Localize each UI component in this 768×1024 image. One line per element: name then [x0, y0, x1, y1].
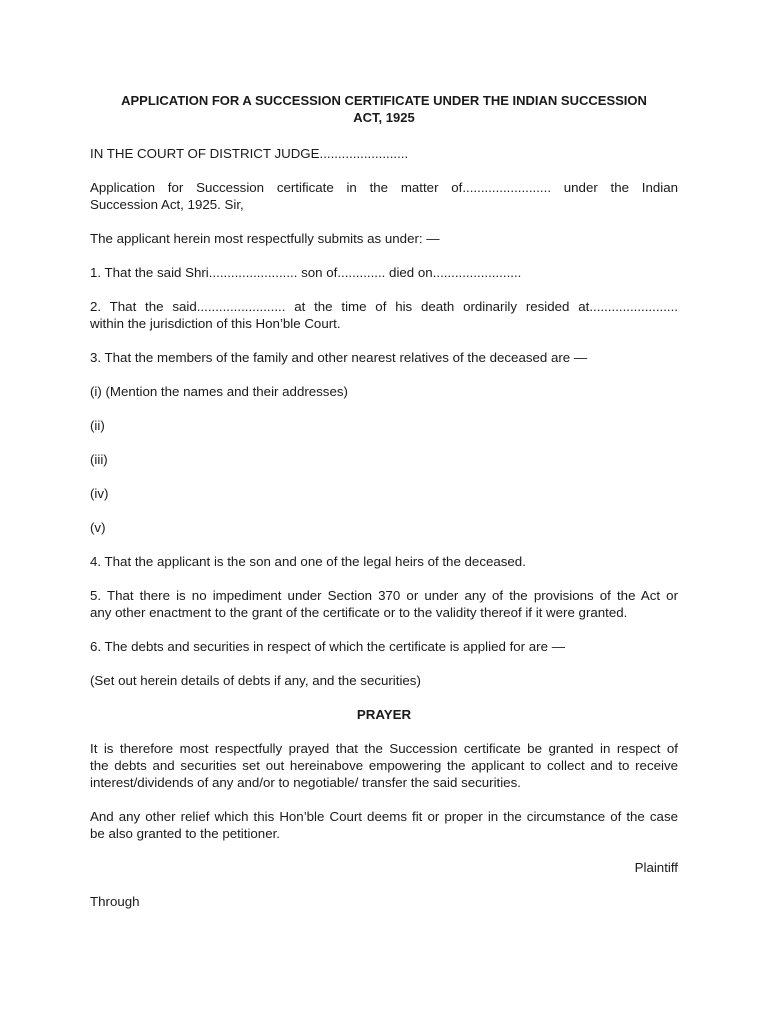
- relative-item-iii: (iii): [90, 452, 108, 467]
- relief-line-1: And any other relief which this Hon’ble Court deems fit or proper in the circumstance of the case: [90, 809, 678, 824]
- document-page: [90, 92, 678, 927]
- relief-line-2: be also granted to the petitioner.: [90, 826, 280, 841]
- prayer-paragraph: [90, 740, 678, 791]
- relative-item-iv: (iv): [90, 486, 109, 501]
- prayer-heading: PRAYER: [356, 707, 412, 722]
- setout-line: (Set out herein details of debts if any, and the securities): [90, 673, 421, 688]
- plaintiff-signature-label: Plaintiff: [634, 860, 678, 875]
- title-line-2: ACT, 1925: [353, 110, 415, 125]
- point-6: 6. The debts and securities in respect of which the certificate is applied for are —: [90, 639, 565, 654]
- title-line-1: APPLICATION FOR A SUCCESSION CERTIFICATE UNDER THE INDIAN SUCCESSION: [121, 93, 647, 108]
- relative-item-i: (i) (Mention the names and their addresses): [90, 384, 348, 399]
- application-paragraph: [90, 179, 678, 213]
- point-3: 3. That the members of the family and other nearest relatives of the deceased are —: [90, 350, 588, 365]
- point-5-line-1: 5. That there is no impediment under Section 370 or under any of the provisions of the Act or: [90, 588, 678, 603]
- application-line-1: Application for Succession certificate in the matter of........................ under the Indian: [90, 180, 678, 195]
- court-line: IN THE COURT OF DISTRICT JUDGE........................: [90, 146, 409, 161]
- prayer-line-3: interest/dividends of any and/or to negotiable/ transfer the said securities.: [90, 775, 521, 790]
- point-4: 4. That the applicant is the son and one of the legal heirs of the deceased.: [90, 554, 526, 569]
- application-line-2: Succession Act, 1925. Sir,: [90, 197, 244, 212]
- through-label: Through: [90, 894, 140, 909]
- point-2-line-1: 2. That the said........................ at the time of his death ordinarily resided at........................: [90, 299, 678, 314]
- relative-item-ii: (ii): [90, 418, 105, 433]
- point-1: 1. That the said Shri........................ son of............. died on........................: [90, 265, 522, 280]
- prayer-line-2: the debts and securities set out hereinabove empowering the applicant to collect and to receive: [90, 758, 678, 773]
- point-2: [90, 298, 678, 332]
- document-title: [90, 92, 678, 126]
- prayer-line-1: It is therefore most respectfully prayed that the Succession certificate be granted in respect of: [90, 741, 678, 756]
- submits-line: The applicant herein most respectfully submits as under: —: [90, 231, 440, 246]
- point-5: [90, 587, 678, 621]
- point-5-line-2: any other enactment to the grant of the certificate or to the validity thereof if it were granted.: [90, 605, 628, 620]
- point-2-line-2: within the jurisdiction of this Hon’ble Court.: [90, 316, 341, 331]
- relief-paragraph: [90, 808, 678, 842]
- relative-item-v: (v): [90, 520, 106, 535]
